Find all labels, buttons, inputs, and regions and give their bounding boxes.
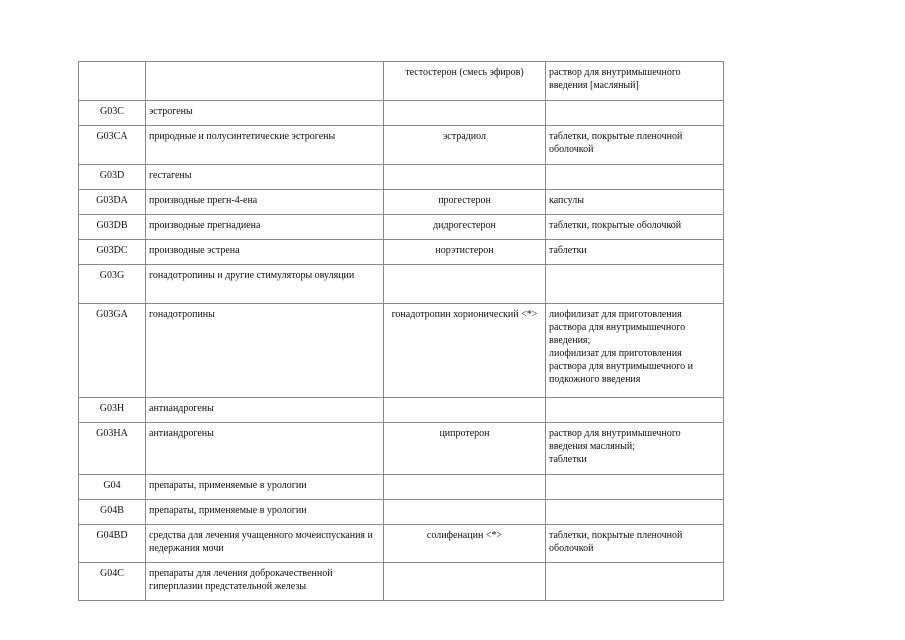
drug-name-cell <box>384 165 546 190</box>
group-name-cell: гонадотропины и другие стимуляторы овуляции <box>146 265 384 304</box>
dosage-form-cell: раствор для внутримышечного введения масляный; таблетки <box>546 423 724 475</box>
drug-name-cell <box>384 475 546 500</box>
group-name-cell: гестагены <box>146 165 384 190</box>
dosage-form-cell: таблетки, покрытые пленочной оболочкой <box>546 126 724 165</box>
atc-code-cell: G04C <box>79 563 146 601</box>
group-name-cell: природные и полусинтетические эстрогены <box>146 126 384 165</box>
table-row <box>79 525 724 563</box>
table-row <box>79 62 724 101</box>
group-name-cell: производные эстрена <box>146 240 384 265</box>
dosage-form-cell: таблетки, покрытые оболочкой <box>546 215 724 240</box>
atc-code-cell: G03DA <box>79 190 146 215</box>
dosage-form-cell <box>546 265 724 304</box>
atc-code-cell: G03GA <box>79 304 146 398</box>
table-row <box>79 500 724 525</box>
atc-code-cell: G03D <box>79 165 146 190</box>
atc-code-cell: G04B <box>79 500 146 525</box>
drug-name-cell: эстрадиол <box>384 126 546 165</box>
group-name-cell: препараты, применяемые в урологии <box>146 475 384 500</box>
table-row <box>79 190 724 215</box>
atc-code-cell: G03CA <box>79 126 146 165</box>
atc-code-cell: G03C <box>79 101 146 126</box>
drug-name-cell: солифенацин <*> <box>384 525 546 563</box>
drug-name-cell <box>384 563 546 601</box>
dosage-form-cell <box>546 475 724 500</box>
table-row <box>79 475 724 500</box>
dosage-form-cell <box>546 563 724 601</box>
drug-name-cell: дидрогестерон <box>384 215 546 240</box>
drug-name-cell <box>384 500 546 525</box>
dosage-form-cell: таблетки <box>546 240 724 265</box>
drug-name-cell: тестостерон (смесь эфиров) <box>384 62 546 101</box>
table-row <box>79 215 724 240</box>
group-name-cell: антиандрогены <box>146 423 384 475</box>
atc-code-cell: G03DB <box>79 215 146 240</box>
table-row <box>79 304 724 398</box>
group-name-cell: препараты для лечения доброкачественной гиперплазии предстательной железы <box>146 563 384 601</box>
group-name-cell: антиандрогены <box>146 398 384 423</box>
group-name-cell: гонадотропины <box>146 304 384 398</box>
table-row <box>79 101 724 126</box>
dosage-form-cell: лиофилизат для приготовления раствора для внутримышечного введения; лиофилизат для приготовления раствора для внутримышечного и подкожного введения <box>546 304 724 398</box>
drug-name-cell <box>384 265 546 304</box>
drug-name-cell: гонадотропин хорионический <*> <box>384 304 546 398</box>
table-row <box>79 563 724 601</box>
drug-name-cell: ципротерон <box>384 423 546 475</box>
group-name-cell: производные прегнадиена <box>146 215 384 240</box>
dosage-form-cell <box>546 165 724 190</box>
table-row <box>79 423 724 475</box>
atc-code-cell: G03H <box>79 398 146 423</box>
table-row <box>79 126 724 165</box>
table-row <box>79 165 724 190</box>
dosage-form-cell <box>546 101 724 126</box>
group-name-cell: средства для лечения учащенного мочеиспускания и недержания мочи <box>146 525 384 563</box>
atc-code-cell: G03DC <box>79 240 146 265</box>
group-name-cell: препараты, применяемые в урологии <box>146 500 384 525</box>
drug-name-cell <box>384 398 546 423</box>
drug-name-cell <box>384 101 546 126</box>
drug-classification-table <box>78 61 724 601</box>
dosage-form-cell: раствор для внутримышечного введения [масляный] <box>546 62 724 101</box>
atc-code-cell: G03G <box>79 265 146 304</box>
group-name-cell: производные прегн-4-ена <box>146 190 384 215</box>
group-name-cell: эстрогены <box>146 101 384 126</box>
dosage-form-cell: капсулы <box>546 190 724 215</box>
group-name-cell <box>146 62 384 101</box>
dosage-form-cell <box>546 500 724 525</box>
table-row <box>79 265 724 304</box>
table-row <box>79 398 724 423</box>
atc-code-cell: G04 <box>79 475 146 500</box>
atc-code-cell: G03HA <box>79 423 146 475</box>
drug-name-cell: норэтистерон <box>384 240 546 265</box>
dosage-form-cell: таблетки, покрытые пленочной оболочкой <box>546 525 724 563</box>
dosage-form-cell <box>546 398 724 423</box>
table-row <box>79 240 724 265</box>
atc-code-cell <box>79 62 146 101</box>
atc-code-cell: G04BD <box>79 525 146 563</box>
drug-name-cell: прогестерон <box>384 190 546 215</box>
